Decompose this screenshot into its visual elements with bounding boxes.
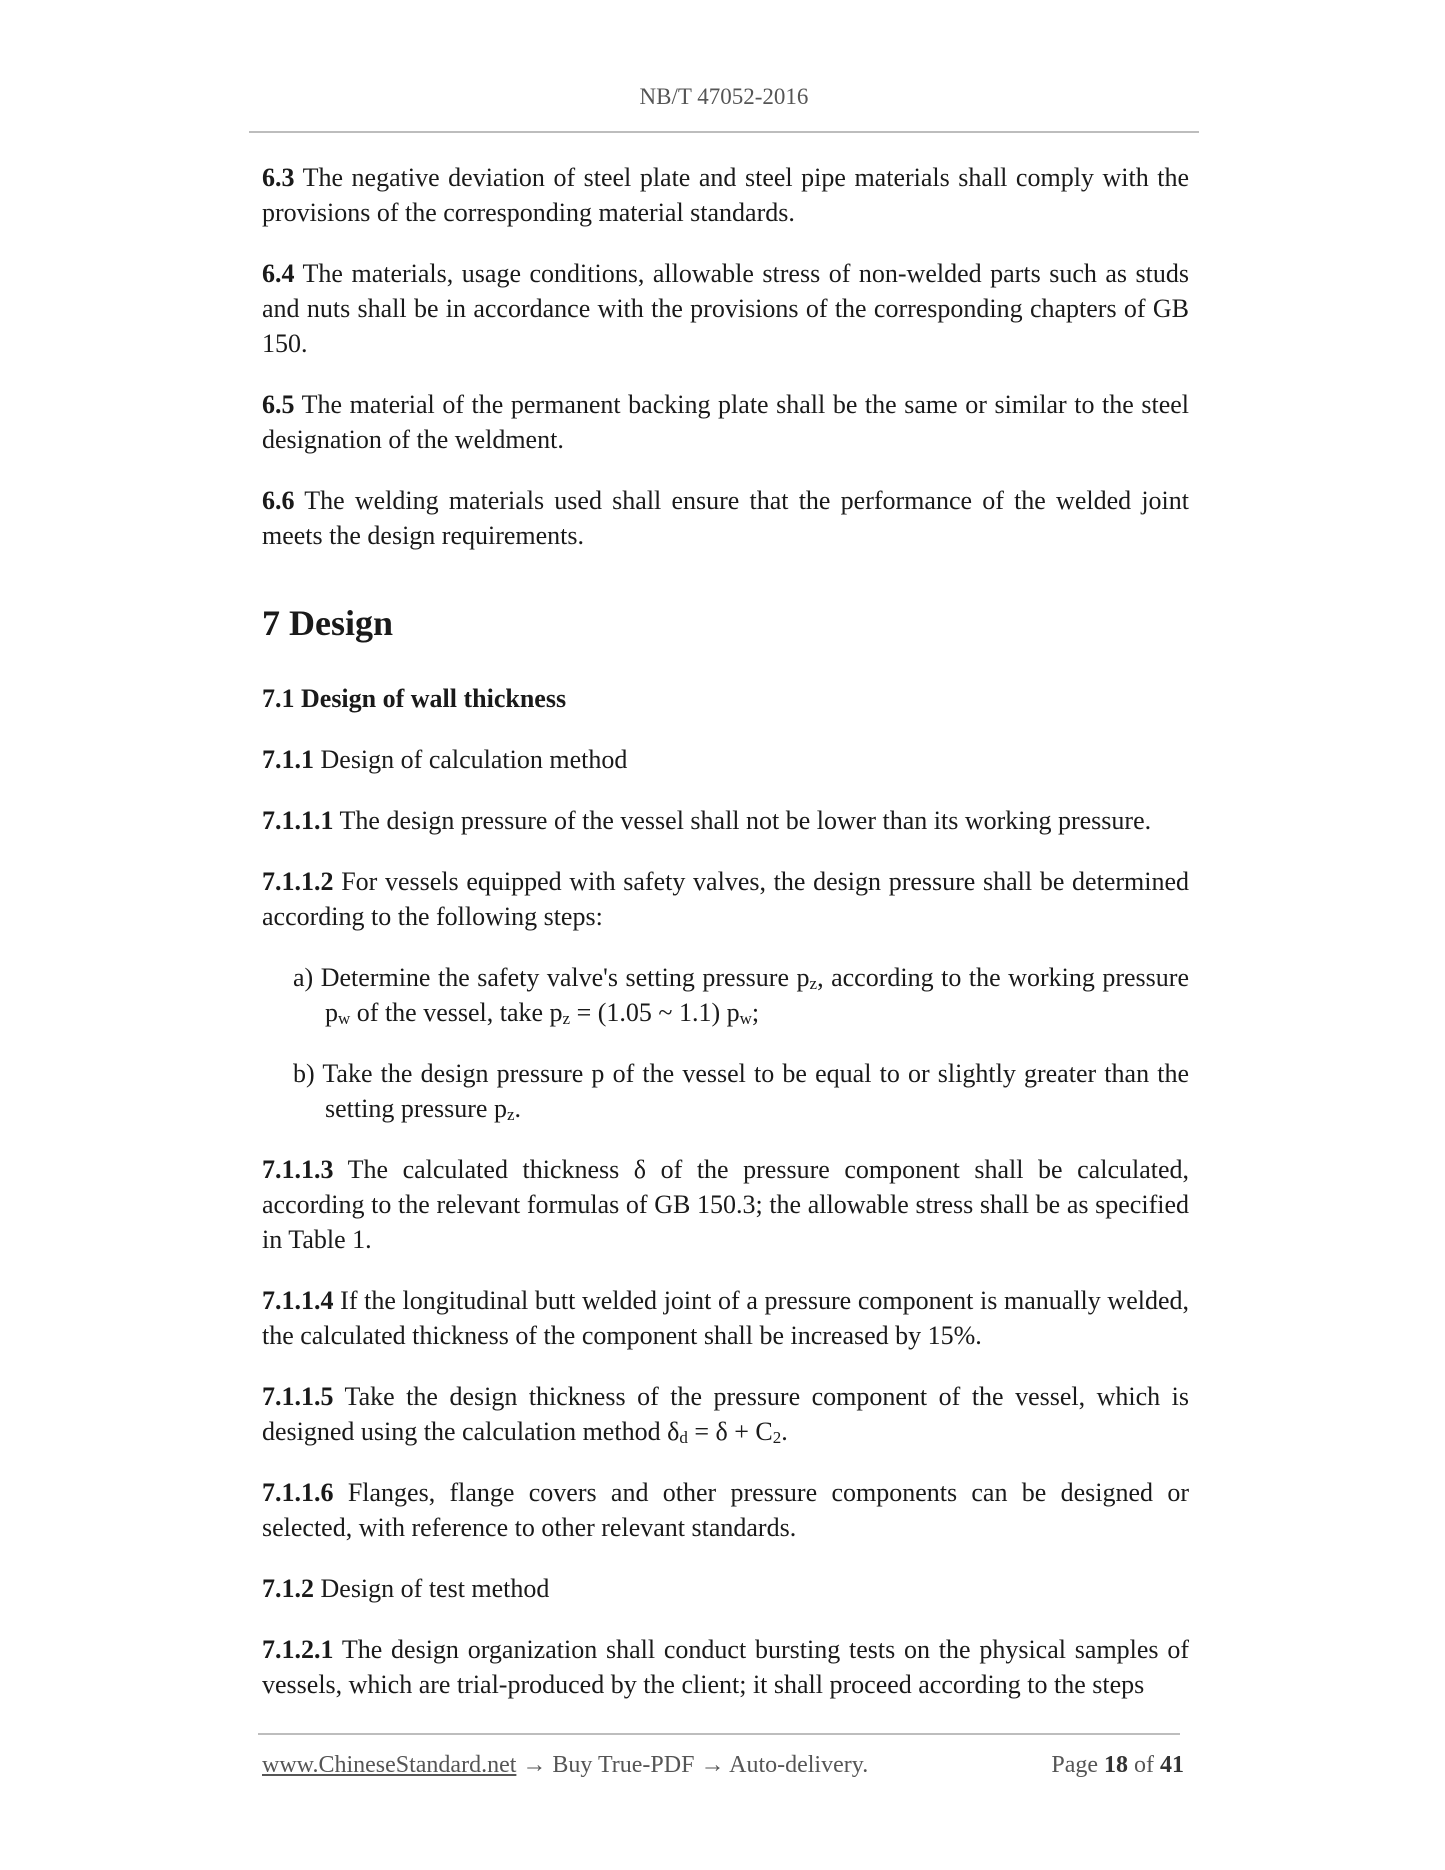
- text-run: ;: [751, 998, 760, 1027]
- subscript: 2: [772, 1428, 782, 1447]
- text-run: a) Determine the safety valve's setting pressure p: [293, 963, 810, 992]
- subscript: w: [338, 1009, 351, 1028]
- section-text: The material of the permanent backing plate shall be the same or similar to the steel designation of the weldment.: [262, 390, 1190, 454]
- section-7-1-1-4: [262, 1283, 1189, 1353]
- section-text: Flanges, flange covers and other pressure components can be designed or selected, with reference to other relevant standards.: [262, 1478, 1190, 1542]
- section-7-1-2: [262, 1571, 1189, 1606]
- section-text: Design of calculation method: [320, 745, 628, 774]
- page-label: Page: [1051, 1752, 1098, 1778]
- text-run: = δ + C: [687, 1417, 773, 1446]
- section-number: 6.3: [262, 163, 295, 192]
- section-7-1-1: [262, 742, 1189, 777]
- section-6-3: [262, 160, 1189, 230]
- header-divider: [249, 131, 1199, 133]
- subscript: z: [506, 1105, 515, 1124]
- section-number: 6.6: [262, 486, 295, 515]
- section-number: 7.1.2: [262, 1574, 314, 1603]
- section-7-1-1-5: [262, 1379, 1189, 1449]
- text-run: = (1.05 ~ 1.1) p: [570, 998, 740, 1027]
- footer-promo: [262, 1752, 868, 1779]
- subscript: z: [809, 974, 818, 993]
- subscript: z: [562, 1009, 571, 1028]
- text-run: , according to the working pressure p: [325, 963, 1189, 1027]
- text-run: Take the design thickness of the pressure component of the vessel, which is designed using the calculation method δ: [262, 1382, 1189, 1446]
- section-7-1-1-1: [262, 803, 1189, 838]
- section-text: The calculated thickness δ of the pressure component shall be calculated, according to the relevant formulas of GB 150.3; the allowable stress shall be as specified in Table 1.: [262, 1155, 1190, 1254]
- heading-wall-thickness: 7.1 Design of wall thickness: [262, 684, 567, 713]
- section-number: 7.1.1.5: [262, 1382, 334, 1411]
- total-pages: 41: [1160, 1752, 1184, 1778]
- text-run: .: [514, 1094, 522, 1123]
- section-6-5: [262, 387, 1189, 457]
- website-link[interactable]: www.ChineseStandard.net: [262, 1752, 517, 1778]
- page-number: [1051, 1752, 1184, 1779]
- section-number: 7.1.2.1: [262, 1635, 334, 1664]
- section-text: The negative deviation of steel plate and steel pipe materials shall comply with the provisions of the corresponding material standards.: [262, 163, 1189, 227]
- section-number: 6.5: [262, 390, 295, 419]
- section-number: 7.1.1.4: [262, 1286, 334, 1315]
- of-label: of: [1134, 1752, 1154, 1778]
- section-7-1-1-2: [262, 864, 1189, 934]
- section-7-1-2-1: [262, 1632, 1189, 1702]
- section-6-4: [262, 256, 1189, 361]
- list-item-b: [293, 1056, 1189, 1126]
- text-run: .: [781, 1417, 788, 1446]
- section-7-1-1-6: [262, 1475, 1189, 1545]
- section-number: 7.1.1: [262, 745, 314, 774]
- list-item-a: [293, 960, 1189, 1030]
- section-number: 7.1.1.6: [262, 1478, 334, 1507]
- document-body: [262, 160, 1189, 1728]
- text-run: of the vessel, take p: [350, 998, 563, 1027]
- section-text: The materials, usage conditions, allowable stress of non-welded parts such as studs and nuts shall be in accordance with the provisions of the corresponding chapters of GB 150.: [262, 259, 1190, 358]
- section-text: The design organization shall conduct bursting tests on the physical samples of vessels, which are trial-produced by the client; it shall proceed according to the steps: [262, 1635, 1189, 1699]
- section-text: The welding materials used shall ensure that the performance of the welded joint meets the design requirements.: [262, 486, 1189, 550]
- footer-promo-text: → Buy True-PDF → Auto-delivery.: [516, 1752, 869, 1778]
- section-number: 6.4: [262, 259, 295, 288]
- chapter-heading-design: 7 Design: [262, 603, 394, 643]
- text-run: b) Take the design pressure p of the vessel to be equal to or slightly greater than the setting pressure p: [293, 1059, 1189, 1123]
- page-header-title: NB/T 47052-2016: [639, 84, 809, 109]
- current-page: 18: [1104, 1752, 1128, 1778]
- section-number: 7.1.1.3: [262, 1155, 334, 1184]
- section-text: The design pressure of the vessel shall not be lower than its working pressure.: [339, 806, 1152, 835]
- subscript: w: [739, 1009, 752, 1028]
- section-7-1-1-3: [262, 1152, 1189, 1257]
- section-number: 7.1.1.2: [262, 867, 334, 896]
- section-6-6: [262, 483, 1189, 553]
- section-number: 7.1.1.1: [262, 806, 334, 835]
- footer-divider: [258, 1733, 1180, 1735]
- section-text: Design of test method: [320, 1574, 550, 1603]
- section-text: For vessels equipped with safety valves, the design pressure shall be determined according to the following steps:: [262, 867, 1190, 931]
- subscript: d: [679, 1428, 688, 1447]
- section-text: If the longitudinal butt welded joint of a pressure component is manually welded, the calculated thickness of the component shall be increased by 15%.: [262, 1286, 1189, 1350]
